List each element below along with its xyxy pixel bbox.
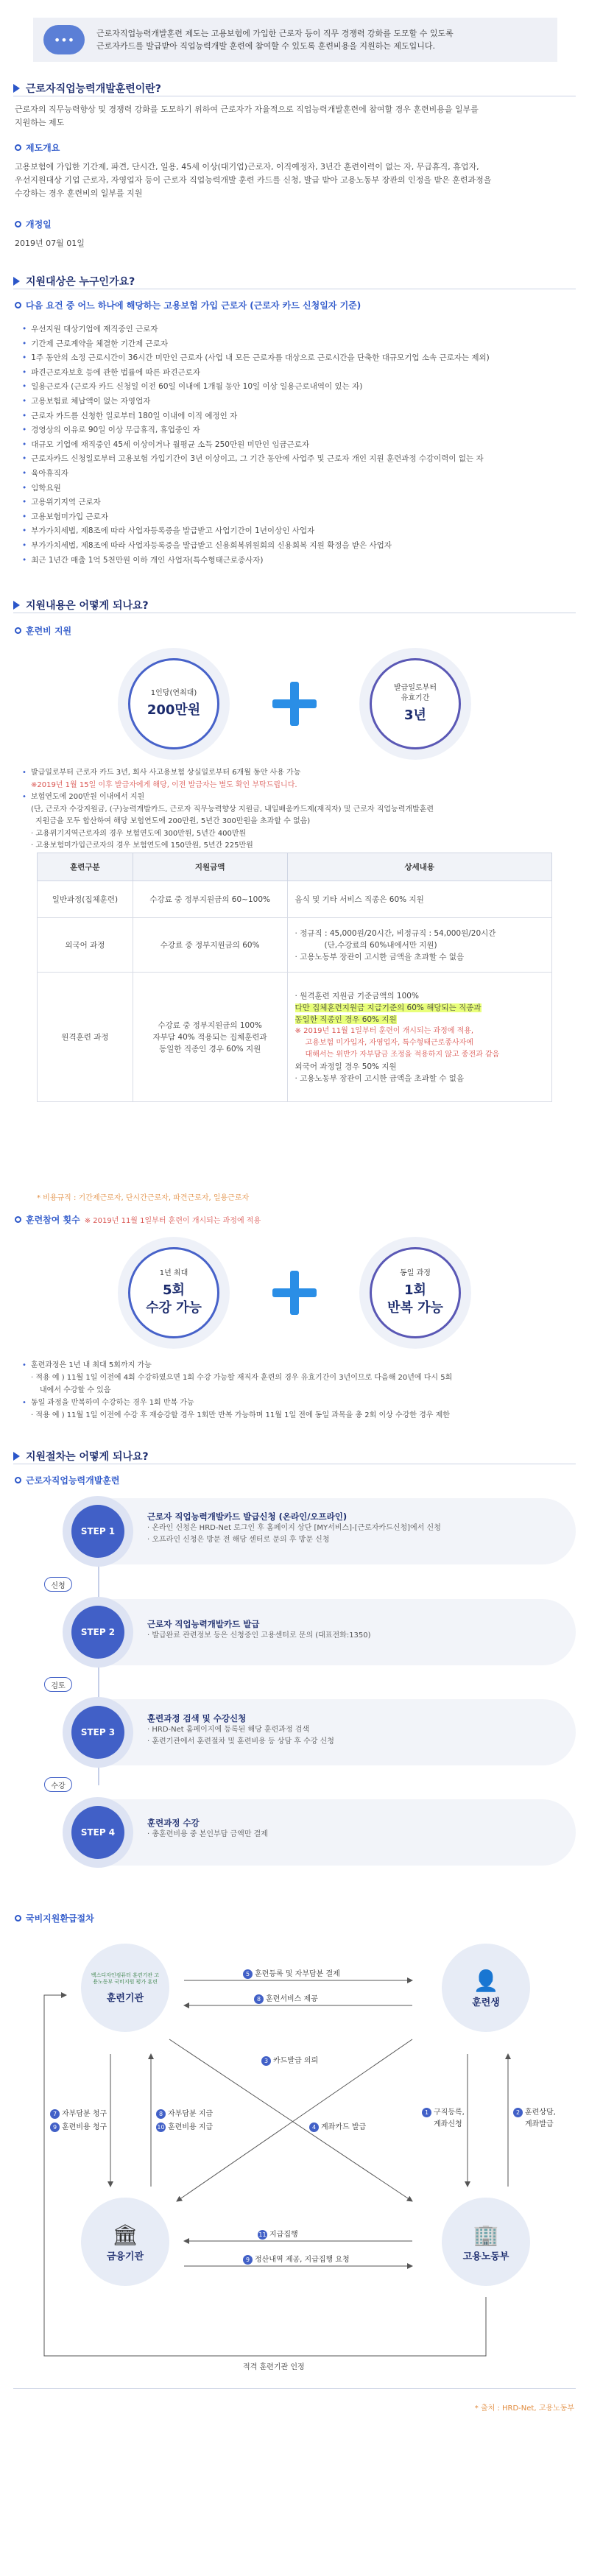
list-item: • 우선지원 대상기업에 재직중인 근로자 bbox=[31, 322, 574, 337]
finance-node: 🏛 금융기관 bbox=[81, 2198, 169, 2286]
bullet-note: ※2019년 1월 15일 이후 발급자에게 해당, 이전 발급자는 별도 확인 부탁드립니다. bbox=[31, 780, 297, 789]
section1-body: 근로자의 직무능력향상 및 경쟁력 강화를 도모하기 위하여 근로자가 자율적으로 직업능력개발훈련에 참여할 경우 훈련비용을 일부를 지원하는 제도 bbox=[15, 105, 479, 127]
section4-sub2-title: 국비지원환급절차 bbox=[15, 1912, 94, 1924]
table-header: 훈련구분 bbox=[38, 853, 133, 881]
triangle-icon bbox=[13, 601, 20, 610]
triangle-icon bbox=[13, 1452, 20, 1461]
flow-label: 5 훈련등록 및 자부담분 결제 bbox=[243, 1967, 340, 1979]
circle-bullet-icon bbox=[15, 1915, 21, 1922]
bank-icon: 🏛 bbox=[112, 2222, 138, 2247]
section1-sub1-body: 고용보험에 가입한 기간제, 파견, 단시간, 일용, 45세 이상(대기업)근로자, 이직예정자, 3년간 훈련이력이 없는 자, 무급휴직, 휴업자, 우선지원대상 기업 근로자, 자영업자 등이 근로자 직업능력개발 훈련 카드를 신청, 발급 받아 고용노동부 장관의 인정을 받은 훈련과정을 수강하는 경우 훈련비의 일부를 지원 bbox=[15, 162, 492, 198]
max-course-circle: 1년 최대 5회 수강 가능 bbox=[118, 1237, 230, 1349]
list-item: • 발급일로부터 근로자 카드 3년, 회사 사고용보험 상실일로부터 6개월 동안 사용 가능 bbox=[31, 767, 574, 780]
list-item: • 근로자카드 신청일로부터 고용보험 가입기간이 3년 이상이고, 그 기간 동안에 사업주 및 근로자 개인 지원 훈련과정 수강이력이 없는 자 bbox=[31, 452, 574, 467]
section3-title: 지원내용은 어떻게 되나요? bbox=[13, 598, 149, 613]
step-4-bar bbox=[65, 1799, 576, 1866]
support-bullets: • 발급일로부터 근로자 카드 3년, 회사 사고용보험 상실일로부터 6개월 동안 사용 가능 ※2019년 1월 15일 이후 발급자에게 해당, 이전 발급자는 별도 확인 부탁드립니다. • 보험연도에 200만원 이내에서 지원 (단, 근로자 수강지원금, (구)능력개발카드, 근로자 직무능력향상 지원금, 내일배움카드제(재직자) 및 근로자 직업능력개발훈련 지원금을 모두 합산하여 해당 보험연도에 200만원, 5년간 300만원을 초과할 수 없음) · 고용위기지역근로자의 경우 보험연도에 300만원, 5년간 400만원 · 고용보험미가입근로자의 경우 보험연도에 150만원, 5년간 225만원 bbox=[22, 767, 574, 853]
plus-icon bbox=[272, 682, 317, 726]
flow-tag-review: 검토 bbox=[44, 1677, 72, 1692]
ministry-node: 🏢 고용노동부 bbox=[442, 2198, 530, 2286]
flow-label: 3 카드발급 의뢰 bbox=[261, 2054, 318, 2066]
person-icon: 👤 bbox=[473, 1968, 499, 1993]
circle-bullet-icon bbox=[15, 1216, 21, 1223]
flow-label: 11 지급집행 bbox=[258, 2231, 298, 2239]
circle-big-text: 3년 bbox=[404, 707, 426, 723]
list-item: • 고용보험료 체납액이 없는 자영업자 bbox=[31, 395, 574, 409]
institution-logo: 벡스디자인컴퓨터 훈련기관 고용노동부 국비지원 평가 훈련 bbox=[91, 1972, 160, 1985]
speech-bubble-icon: ••• bbox=[43, 25, 85, 54]
list-item: • 파견근로자보호 등에 관한 법률에 따른 파견근로자 bbox=[31, 366, 574, 381]
list-item-cont: 지원금을 모두 합산하여 해당 보험연도에 200만원, 5년간 300만원을 초과할 수 없음) bbox=[35, 817, 311, 825]
support-table bbox=[37, 853, 552, 1102]
flow-label: 9 정산내역 제공, 지급집행 요청 bbox=[243, 2253, 350, 2265]
table-row: 일반과정(집체훈련) 수강료 중 정부지원금의 60~100% 음식 및 기타 서비스 직종은 60% 지원 bbox=[38, 881, 552, 918]
revision-date: 2019년 07월 01일 bbox=[15, 239, 85, 248]
section1-title: 근로자직업능력개발훈련이란? bbox=[13, 81, 161, 96]
step-1-content: 근로자 직업능력개발카드 발급신청 (온라인/오프라인) · 온라인 신청은 HRD-Net 로그인 후 홈페이지 상단 [MY서비스]-[근로자카드신청]에서 신청 · 오프라인 신청은 방문 전 해당 센터로 문의 후 방문 신청 bbox=[147, 1511, 441, 1544]
list-item: • 최근 1년간 매출 1억 5천만원 이하 개인 사업자(특수형태근로종사자) bbox=[31, 554, 574, 568]
list-item: • 임학요원 bbox=[31, 481, 574, 496]
table-header: 상세내용 bbox=[287, 853, 551, 881]
circle-big-text: 200만원 bbox=[147, 702, 201, 718]
institution-node: 벡스디자인컴퓨터 훈련기관 고용노동부 국비지원 평가 훈련 훈련기관 bbox=[81, 1944, 169, 2032]
list-item: • 부가가치세법, 제8조에 따라 사업자등록증을 발급받고 신용회복위원회의 신용회복 지원 확정을 받은 사업자 bbox=[31, 539, 574, 554]
step-4-content: 훈련과정 수강 · 총훈련비용 중 본인부담 금액만 결제 bbox=[147, 1818, 268, 1838]
table-header-row bbox=[38, 853, 552, 881]
list-item: • 보험연도에 200만원 이내에서 지원 bbox=[31, 791, 574, 804]
step-4-circle: STEP 4 bbox=[63, 1797, 133, 1868]
intro-line-1: 근로자직업능력개발훈련 제도는 고용보험에 가입한 근로자 등이 직무 경쟁력 강화를 도모할 수 있도록 bbox=[96, 29, 454, 38]
source-note: * 출처 : HRD-Net, 고용노동부 bbox=[474, 2404, 574, 2413]
list-item: • 고용위기지역 근로자 bbox=[31, 495, 574, 510]
circle-bullet-icon bbox=[15, 221, 21, 227]
participation-bullets: • 훈련과정은 1년 내 최대 5회까지 가능 · 적용 예 ) 11월 1일 이전에 4회 수강하였으면 1회 수강 가능할 재직자 훈련의 경우 유효기간이 3년이므로 다음해 20년에 다시 5회 내에서 수강할 수 있음 • 동일 과정을 반복하여 수강하는 경우 1회 반복 가능 · 적용 예 ) 11월 1일 이전에 수강 후 재승강할 경우 1회만 반복 가능하며 11월 1일 전에 동일 과목을 총 2회 이상 수강한 경우 제한 bbox=[22, 1359, 574, 1422]
list-item: • 고용보험미가입 근로자 bbox=[31, 510, 574, 525]
list-item-cont: 고용위기지역근로자의 경우 보험연도에 300만원, 5년간 400만원 bbox=[35, 829, 247, 838]
validity-circle bbox=[359, 648, 471, 760]
list-item: • 부가가치세법, 제8조에 따라 사업자등록증을 발급받고 사업기간이 1년이상인 사업자 bbox=[31, 524, 574, 539]
trainee-node: 👤 훈련생 bbox=[442, 1944, 530, 2032]
list-item-cont: (단, 근로자 수강지원금, (구)능력개발카드, 근로자 직무능력향상 지원금, 내일배움카드제(재직자) 및 근로자 직업능력개발훈련 bbox=[31, 805, 434, 814]
circle-small-text: 유효기간 bbox=[401, 694, 430, 702]
step-2-content: 근로자 직업능력개발카드 발급 · 발급완료 관련정보 등은 신청증인 고용센터로 문의 (대표전화:1350) bbox=[147, 1619, 371, 1640]
building-icon: 🏢 bbox=[473, 2222, 499, 2247]
circle-bullet-icon bbox=[15, 627, 21, 634]
section3-sub2-title: 훈련참여 횟수 ※ 2019년 11월 1일부터 훈련이 개시되는 과정에 적용 bbox=[15, 1213, 261, 1226]
flow-tag-attend: 수강 bbox=[44, 1777, 72, 1792]
section1-sub2-title: 개정일 bbox=[15, 218, 52, 230]
divider bbox=[13, 2388, 576, 2389]
circle-bullet-icon bbox=[15, 144, 21, 151]
list-item: • 동일 과정을 반복하여 수강하는 경우 1회 반복 가능 bbox=[31, 1397, 574, 1409]
flow-label: 8 자부담분 지급 bbox=[156, 2107, 213, 2119]
section4-sub1-title: 근로자직업능력개발훈련 bbox=[15, 1474, 120, 1486]
list-item: • 1주 동안의 소정 근로시간이 36시간 미만인 근로자 (사업 내 모든 근로자를 대상으로 근로시간을 단축한 대규모기업 소속 근로자는 제외) bbox=[31, 351, 574, 366]
section3-sub1-title: 훈련비 지원 bbox=[15, 624, 71, 637]
flow-label: 2 훈련상담, 계좌발급 bbox=[513, 2106, 556, 2128]
list-item: • 육아휴직자 bbox=[31, 467, 574, 481]
table-header: 지원금액 bbox=[133, 853, 287, 881]
list-item: • 대규모 기업에 재직중인 45세 이상이거나 월평균 소득 250만원 미만인 임금근로자 bbox=[31, 438, 574, 453]
intro-text bbox=[96, 27, 454, 52]
table-note: * 비용규직 : 기간제근로자, 단시간근로자, 파견근로자, 일용근로자 bbox=[37, 1194, 250, 1202]
list-item: • 일용근로자 (근로자 카드 신청일 이전 60일 이내에 1개월 동안 10일 이상 일용근로내역이 있는 자) bbox=[31, 380, 574, 395]
table-row: 외국어 과정 수강료 중 정부지원금의 60% · 정규직 : 45,000원/20시간, 비정규직 : 54,000원/20시간 (단,수강료의 60%내에서만 지원) · 고용노동부 장관이 고시한 금액을 초과할 수 없음 bbox=[38, 918, 552, 973]
section1-sub1-title: 제도개요 bbox=[15, 141, 60, 154]
flow-label: 9 훈련비용 청구 bbox=[50, 2120, 107, 2132]
circle-small-text: 발급일로부터 bbox=[394, 684, 437, 692]
circle-bullet-icon bbox=[15, 302, 21, 308]
intro-banner bbox=[33, 18, 557, 62]
flow-label: 8 훈련서비스 제공 bbox=[254, 1992, 318, 2004]
list-item: • 경영상의 이유로 90일 이상 무급휴직, 휴업중인 자 bbox=[31, 423, 574, 438]
triangle-icon bbox=[13, 277, 20, 286]
support-amount-circle bbox=[118, 648, 230, 760]
flow-label: 1 구직등록, 계좌신청 bbox=[422, 2106, 465, 2128]
step-3-content: 훈련과정 검색 및 수강신청 · HRD-Net 홈페이지에 등록된 해당 훈련과정 검색 · 훈련기관에서 훈련절차 및 훈련비용 등 상담 후 수강 신청 bbox=[147, 1713, 334, 1746]
section2-sub-title: 다음 요건 중 어느 하나에 해당하는 고용보험 가입 근로자 (근로자 카드 신청일자 기준) bbox=[15, 299, 361, 311]
section4-title: 지원절차는 어떻게 되나요? bbox=[13, 1449, 149, 1464]
list-item: • 근로자 카드를 신청한 일로부터 180일 이내에 이직 예정인 자 bbox=[31, 409, 574, 424]
table-row: 원격훈련 과정 수강료 중 정부지원금의 100% 자부담 40% 적용되는 집체훈련과 동일한 직종인 경우 60% 지원 · 원격훈련 지원금 기준금액의 100% 다만 집체훈련지원금 지급기준의 60% 해당되는 직종과 동일한 직종인 경우 60% 지원 ※ 2019년 11월 1일부터 훈련이 개시되는 과정에 적용, 고용보험 미가입자, 자영업자, 특수형태근로종사자에 대해서는 위반가 자부담금 조정을 적용하지 않고 종전과 같음 외국어 과정일 경우 50% 지원 · 고용노동부 장관이 고시한 금액을 초과할 수 없음 bbox=[38, 973, 552, 1102]
flow-label: 4 계좌카드 발급 bbox=[309, 2120, 366, 2132]
triangle-icon bbox=[13, 84, 20, 93]
flow-tag-apply: 신청 bbox=[44, 1577, 72, 1592]
step-1-circle: STEP 1 bbox=[63, 1496, 133, 1567]
step-3-circle: STEP 3 bbox=[63, 1697, 133, 1768]
step-2-circle: STEP 2 bbox=[63, 1597, 133, 1668]
intro-line-2: 근로자카드를 발급받아 직업능력개발 훈련에 참여할 수 있도록 훈련비용을 지원하는 제도입니다. bbox=[96, 41, 436, 51]
repeat-course-circle: 동일 과정 1회 반복 가능 bbox=[359, 1237, 471, 1349]
section2-title: 지원대상은 누구인가요? bbox=[13, 274, 135, 289]
list-item: • 훈련과정은 1년 내 최대 5회까지 가능 bbox=[31, 1359, 574, 1372]
flow-label: 10 훈련비용 지급 bbox=[157, 2123, 214, 2131]
circle-small-text: 1인당(연최대) bbox=[150, 689, 197, 697]
list-item: • 기간제 근로계약을 체결한 기간제 근로자 bbox=[31, 337, 574, 352]
flow-label-bottom: 적격 훈련기관 인정 bbox=[243, 2363, 305, 2371]
eligibility-list bbox=[22, 322, 574, 568]
list-item-cont: 고용보험미가입근로자의 경우 보험연도에 150만원, 5년간 225만원 bbox=[35, 841, 253, 850]
plus-icon bbox=[272, 1271, 317, 1315]
circle-bullet-icon bbox=[15, 1477, 21, 1483]
flow-label: 7 자부담분 청구 bbox=[50, 2107, 107, 2119]
